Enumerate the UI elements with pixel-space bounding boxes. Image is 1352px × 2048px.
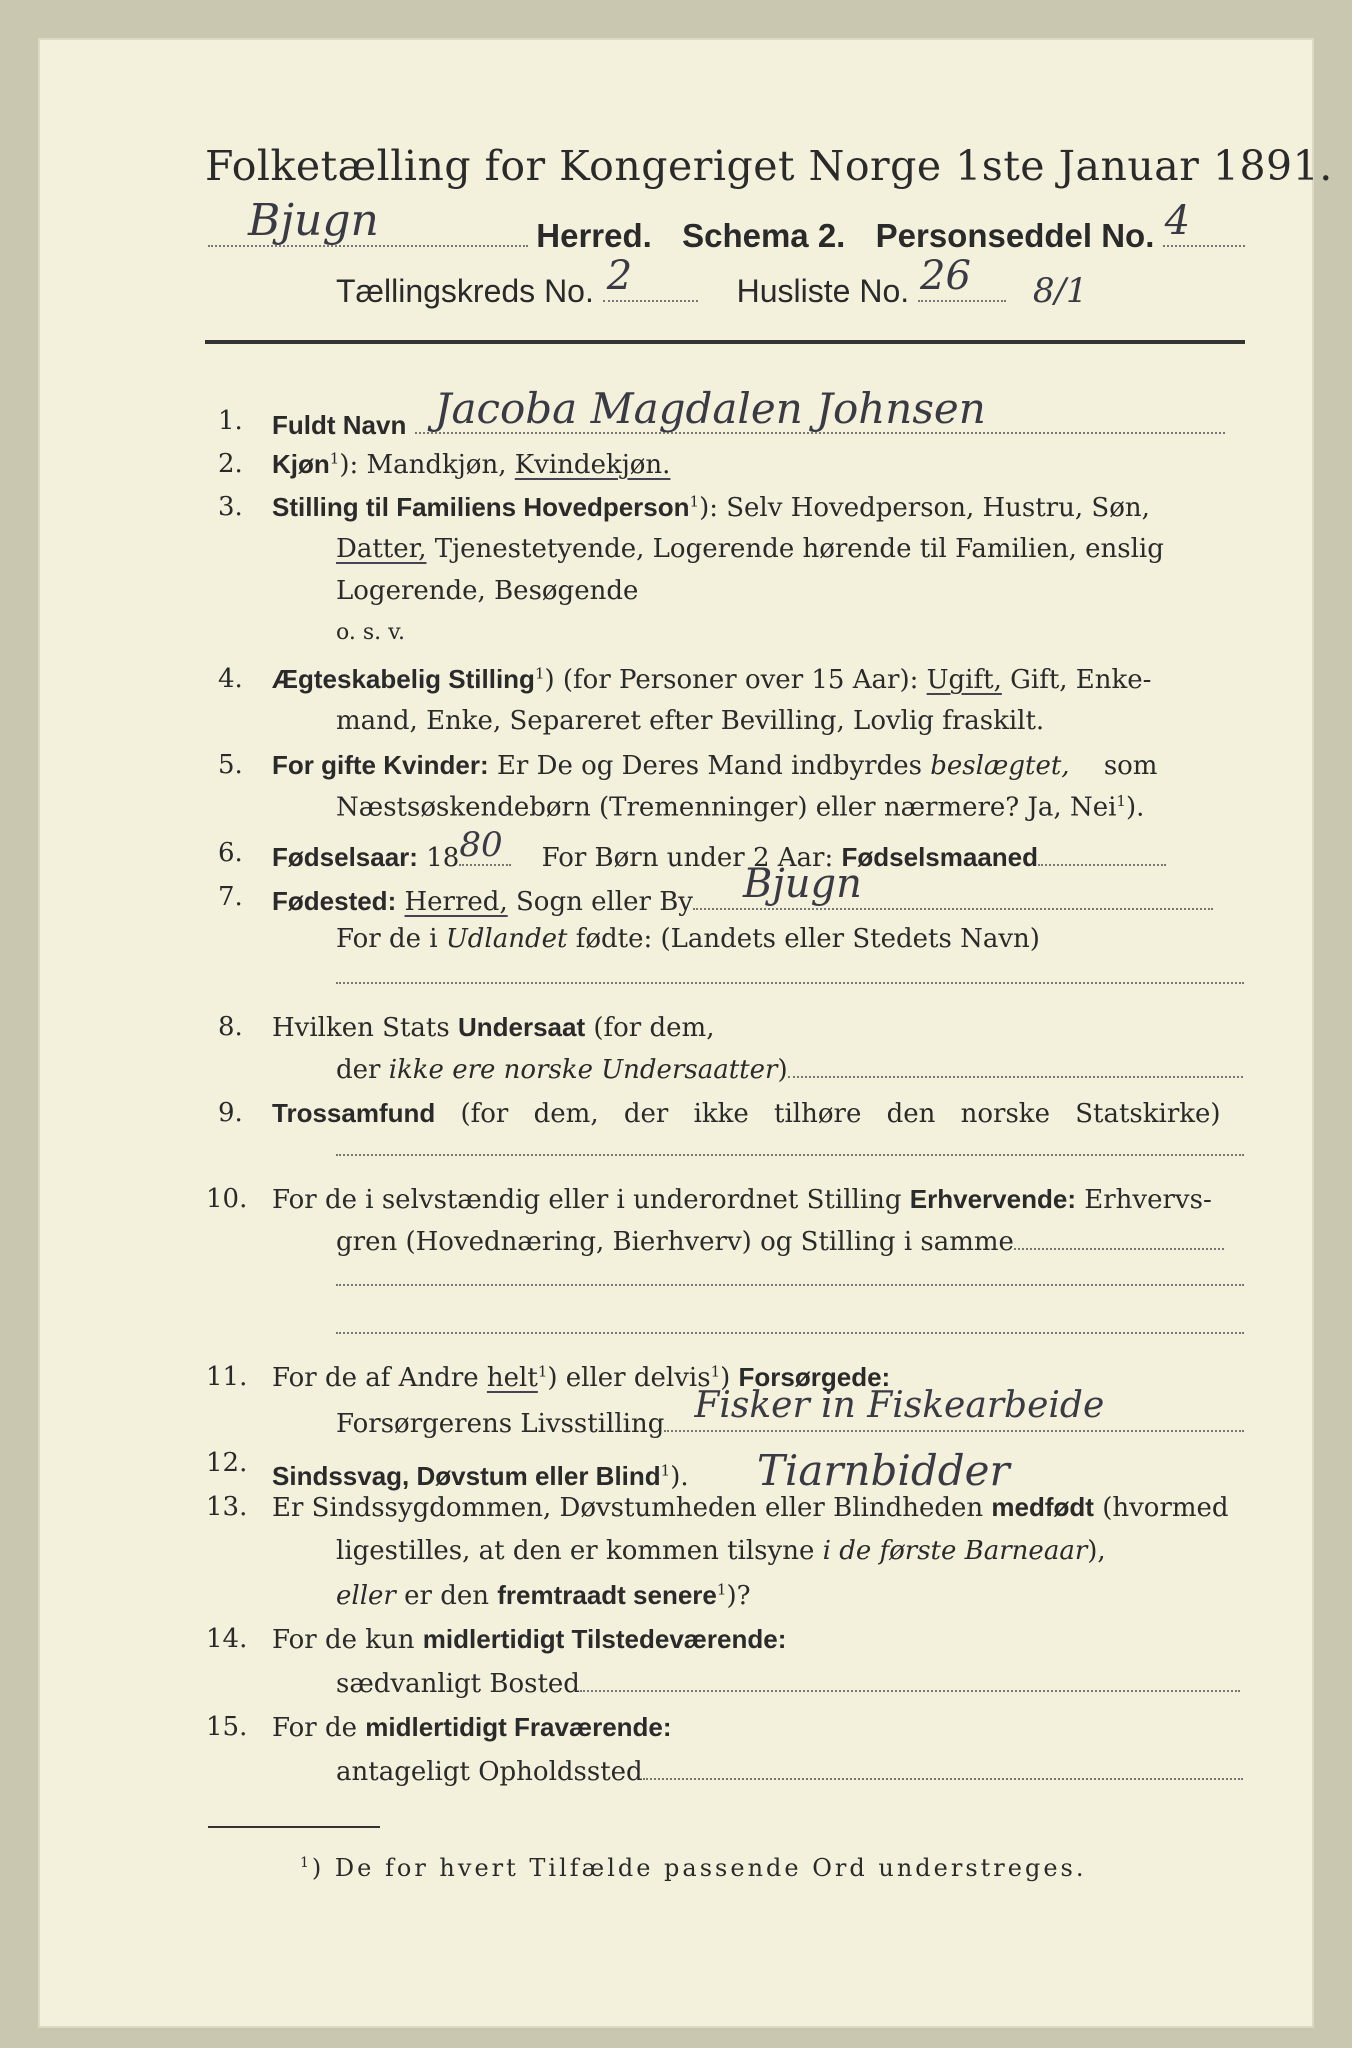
form-title: Folketælling for Kongeriget Norge 1ste Januar 1891. [205, 142, 1333, 190]
husliste-value: 26 [920, 253, 971, 299]
item-1-field [415, 384, 1225, 434]
item-9-row: Trossamfund (for dem, der ikke tilhøre den norske Statskirke) [272, 1098, 1221, 1129]
item-7-number: 7. [218, 882, 243, 912]
item-5-label: For gifte Kvinder: [272, 750, 489, 780]
item-10-blank-line-1 [336, 1284, 1244, 1286]
item-9-number: 9. [218, 1098, 243, 1128]
herred-row [208, 195, 1245, 254]
herred-label: Herred. [536, 217, 652, 254]
item-8-row: Hvilken Stats Undersaat (for dem, [272, 1012, 715, 1043]
item-14-row-2: sædvanligt Bosted [336, 1670, 1240, 1697]
item-6-label: Fødselsaar: [272, 842, 418, 872]
herred-field [208, 195, 528, 247]
item-2-row: Kjøn$^1$): Mandkjøn, Kvindekjøn. [272, 449, 671, 480]
item-14-label: midlertidigt Tilstedeværende: [422, 1624, 787, 1654]
item-15-row: For de midlertidigt Fraværende: [272, 1712, 672, 1743]
item-4-row-2: mand, Enke, Separeret efter Bevilling, Lovlig fraskilt. [336, 706, 1045, 736]
husliste-field [918, 253, 1006, 302]
item-4-selected-option: Ugift, [926, 665, 1002, 695]
item-6-number: 6. [218, 838, 243, 868]
kreds-label: Tællingskreds No. [336, 273, 594, 309]
item-3-row-2: Datter, Tjenestetyende, Logerende hørende til Familien, enslig [336, 534, 1164, 564]
husliste-label: Husliste No. [736, 273, 910, 309]
item-13-row-2: ligestilles, at den er kommen tilsyne i de første Barneaar), [336, 1536, 1106, 1566]
item-14-row: For de kun midlertidigt Tilstedeværende: [272, 1624, 787, 1655]
item-6-field [459, 825, 511, 866]
item-12-number: 12. [206, 1448, 248, 1478]
item-12-label: Sindssvag, Døvstum eller Blind [272, 1461, 661, 1491]
item-10-row-2: gren (Hovednæring, Bierhverv) og Stilling i samme [336, 1228, 1224, 1255]
kreds-field [603, 253, 698, 302]
item-6-row: Fødselsaar: 18 80 For Børn under 2 Aar: Fødselsmaaned [272, 840, 1166, 871]
item-7-value: Bjugn [743, 861, 862, 907]
item-13-row: Er Sindssygdommen, Døvstumheden eller Blindheden medfødt (hvormed [272, 1492, 1229, 1523]
item-5-number: 5. [218, 750, 243, 780]
item-9-blank-line [336, 1154, 1244, 1156]
herred-value: Bjugn [248, 195, 379, 246]
item-4-label: Ægteskabelig Stilling [272, 664, 535, 694]
item-13-row-3: eller er den fremtraadt senere$^1$)? [336, 1580, 751, 1611]
item-7-row-2: For de i Udlandet fødte: (Landets eller Stedets Navn) [336, 924, 1040, 954]
kreds-value: 2 [606, 253, 633, 299]
item-10-blank-line-2 [336, 1332, 1244, 1334]
item-3-number: 3. [218, 492, 243, 522]
item-15-label: midlertidigt Fraværende: [365, 1712, 672, 1742]
item-3-label: Stilling til Familiens Hovedperson [272, 492, 690, 522]
personseddel-label: Personseddel No. [875, 217, 1155, 254]
item-11-field [664, 1385, 1244, 1432]
item-1-label: Fuldt Navn [272, 410, 407, 440]
kreds-row [336, 253, 1088, 311]
item-12-row: Sindssvag, Døvstum eller Blind$^1$). Tiarnbidder [272, 1446, 1010, 1495]
item-8-row-2: der ikke ere norske Undersaatter) [336, 1056, 1243, 1083]
item-15-row-2: antageligt Opholdssted [336, 1758, 1243, 1785]
item-10-number: 10. [206, 1184, 248, 1214]
item-12-value: Tiarnbidder [756, 1446, 1010, 1495]
item-11-label: Forsørgede: [738, 1362, 891, 1392]
footnote: $^1$) De for hvert Tilfælde passende Ord understreges. [300, 1854, 1087, 1882]
item-11-selected-option: helt [486, 1363, 538, 1393]
item-1-value: Jacoba Magdalen Johnsen [434, 384, 986, 433]
item-8-number: 8. [218, 1012, 243, 1042]
item-7-selected-option: Herred, [404, 887, 508, 917]
item-7-row: Fødested: Herred, Sogn eller By Bjugn [272, 884, 1213, 915]
item-7-blank-line [336, 982, 1244, 984]
husliste-extra: 8/1 [1032, 271, 1088, 311]
footnote-divider [208, 1826, 380, 1828]
item-7-field [693, 861, 1213, 910]
personseddel-value: 4 [1164, 198, 1191, 244]
personseddel-field [1163, 198, 1245, 247]
item-1-row [272, 384, 1225, 440]
item-3-row-4: o. s. v. [336, 620, 405, 645]
item-14-number: 14. [206, 1624, 248, 1654]
item-4-row: Ægteskabelig Stilling$^1$) (for Personer over 15 Aar): Ugift, Gift, Enke- [272, 664, 1152, 695]
item-1-number: 1. [218, 406, 243, 436]
item-15-number: 15. [206, 1712, 248, 1742]
item-11-row: For de af Andre helt$^1$) eller delvis$^1$) Forsørgede: [272, 1362, 891, 1393]
header-divider [205, 340, 1245, 344]
item-5-row: For gifte Kvinder: Er De og Deres Mand indbyrdes beslægtet, som [272, 750, 1158, 781]
item-4-number: 4. [218, 664, 243, 694]
item-3-row: Stilling til Familiens Hovedperson$^1$): Selv Hovedperson, Hustru, Søn, [272, 492, 1150, 523]
item-11-row-2: Forsørgerens Livsstilling Fisker in Fiskearbeide [336, 1406, 1244, 1437]
item-13-number: 13. [206, 1492, 248, 1522]
schema-label: Schema 2. [682, 217, 846, 254]
item-6-value: 80 [459, 825, 503, 865]
item-10-row: For de i selvstændig eller i underordnet Stilling Erhvervende: Erhvervs- [272, 1184, 1212, 1215]
item-8-label: Undersaat [457, 1012, 586, 1042]
item-11-number: 11. [206, 1362, 248, 1392]
item-2-selected-option: Kvindekjøn. [514, 450, 671, 480]
item-2-number: 2. [218, 449, 243, 479]
item-5-row-2: Næstsøskendebørn (Tremenninger) eller nærmere? Ja, Nei$^1$). [336, 792, 1145, 823]
item-3-selected-option: Datter, [336, 534, 427, 564]
item-10-label: Erhvervende: [909, 1184, 1076, 1214]
item-11-value: Fisker in Fiskearbeide [694, 1385, 1105, 1426]
item-3-row-3: Logerende, Besøgende [336, 576, 639, 606]
item-9-label: Trossamfund [272, 1098, 436, 1128]
item-7-label: Fødested: [272, 886, 397, 916]
item-13-label: medfødt [991, 1492, 1094, 1522]
